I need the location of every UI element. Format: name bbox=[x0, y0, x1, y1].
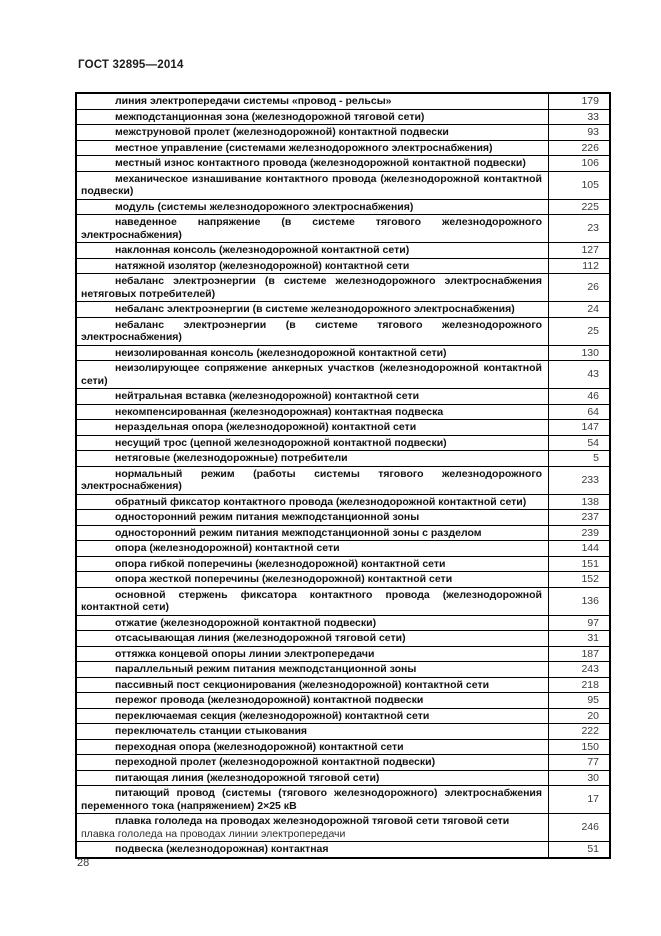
table-row bbox=[76, 572, 610, 588]
term-cell bbox=[76, 361, 549, 389]
page-number-cell: 25 bbox=[549, 317, 611, 345]
term-cell bbox=[76, 258, 549, 274]
page-number-cell: 218 bbox=[549, 677, 611, 693]
term-cell bbox=[76, 435, 549, 451]
page-number-cell: 95 bbox=[549, 693, 611, 709]
table-row bbox=[76, 693, 610, 709]
page-number-cell: 30 bbox=[549, 770, 611, 786]
term-text: переходная опора (железнодорожной) контактной сети bbox=[115, 740, 404, 753]
term-text: питающая линия (железнодорожной тяговой сети) bbox=[115, 771, 380, 784]
term-text: неизолированная консоль (железнодорожной контактной сети) bbox=[115, 346, 447, 359]
page-number-cell: 151 bbox=[549, 556, 611, 572]
term-cell bbox=[76, 466, 549, 494]
term-cell bbox=[76, 451, 549, 467]
table-row bbox=[76, 662, 610, 678]
term-text: подвеска (железнодорожная) контактная bbox=[115, 843, 329, 855]
subterm-text: плавка гололеда на проводах линии электропередачи bbox=[81, 827, 346, 840]
page-number-cell: 226 bbox=[549, 140, 611, 156]
term-cell bbox=[76, 345, 549, 361]
table-row bbox=[76, 109, 610, 125]
page-number-cell: 106 bbox=[549, 156, 611, 172]
page-number-cell: 54 bbox=[549, 435, 611, 451]
page-number-cell: 93 bbox=[549, 125, 611, 141]
table-row bbox=[76, 755, 610, 771]
term-cell bbox=[76, 404, 549, 420]
term-cell bbox=[76, 693, 549, 709]
term-text: наведенное напряжение (в системе тягового железнодорожного электроснабжения) bbox=[81, 216, 542, 241]
term-text: некомпенсированная (железнодорожная) контактная подвеска bbox=[115, 405, 444, 418]
term-cell bbox=[76, 199, 549, 215]
table-row bbox=[76, 199, 610, 215]
table-row bbox=[76, 739, 610, 755]
table-row bbox=[76, 243, 610, 259]
page-number-cell: 152 bbox=[549, 572, 611, 588]
term-cell bbox=[76, 420, 549, 436]
term-text: опора (железнодорожной) контактной сети bbox=[115, 542, 340, 554]
page-number-cell: 31 bbox=[549, 631, 611, 647]
table-row bbox=[76, 556, 610, 572]
page-number-cell: 112 bbox=[549, 258, 611, 274]
page-number-cell: 127 bbox=[549, 243, 611, 259]
table-row bbox=[76, 646, 610, 662]
page-number-cell: 222 bbox=[549, 724, 611, 740]
table-row bbox=[76, 404, 610, 420]
term-text: опора жесткой поперечины (железнодорожной) контактной сети bbox=[115, 573, 453, 585]
page-number-cell: 187 bbox=[549, 646, 611, 662]
term-text: местный износ контактного провода (железнодорожной контактной подвески) bbox=[115, 157, 526, 169]
table-row bbox=[76, 451, 610, 467]
term-text: неизолирующее сопряжение анкерных участков (железнодорожной контактной сети) bbox=[81, 362, 542, 387]
table-row bbox=[76, 215, 610, 243]
page-number-cell: 23 bbox=[549, 215, 611, 243]
term-text: пережог провода (железнодорожной) контактной подвески bbox=[115, 694, 424, 706]
page-number-cell: 64 bbox=[549, 404, 611, 420]
page-number-cell: 33 bbox=[549, 109, 611, 125]
term-cell bbox=[76, 708, 549, 724]
term-text: небаланс электроэнергии (в системе тягового железнодорожного электроснабжения) bbox=[81, 318, 542, 343]
term-cell bbox=[76, 140, 549, 156]
term-text: местное управление (системами железнодорожного электроснабжения) bbox=[115, 141, 493, 154]
term-text: питающий провод (системы (тягового железнодорожного) электроснабжения переменного тока (напряжением) 2×25 кВ bbox=[81, 787, 542, 812]
index-table-body bbox=[76, 93, 610, 858]
term-cell bbox=[76, 302, 549, 318]
term-cell bbox=[76, 274, 549, 302]
page-number-cell: 243 bbox=[549, 662, 611, 678]
term-text: модуль (системы железнодорожного электроснабжения) bbox=[115, 200, 414, 213]
term-cell bbox=[76, 631, 549, 647]
table-row bbox=[76, 317, 610, 345]
term-cell bbox=[76, 109, 549, 125]
term-cell bbox=[76, 724, 549, 740]
page-number-cell: 179 bbox=[549, 93, 611, 109]
term-text: пассивный пост секционирования (железнодорожной) контактной сети bbox=[115, 678, 490, 691]
page-number-cell: 46 bbox=[549, 389, 611, 405]
table-row bbox=[76, 814, 610, 842]
table-row bbox=[76, 631, 610, 647]
page-number-cell: 136 bbox=[549, 587, 611, 615]
term-cell bbox=[76, 770, 549, 786]
term-cell bbox=[76, 525, 549, 541]
page-number-cell: 77 bbox=[549, 755, 611, 771]
term-text: натяжной изолятор (железнодорожной) контактной сети bbox=[115, 259, 410, 272]
term-cell bbox=[76, 739, 549, 755]
table-row bbox=[76, 420, 610, 436]
page-number-cell: 97 bbox=[549, 615, 611, 631]
table-row bbox=[76, 156, 610, 172]
term-text: нераздельная опора (железнодорожной) контактной сети bbox=[115, 421, 417, 433]
term-text: межподстанционная зона (железнодорожной тяговой сети) bbox=[115, 110, 425, 123]
doc-header-title: ГОСТ 32895—2014 bbox=[78, 59, 184, 71]
term-cell bbox=[76, 572, 549, 588]
page-number: 28 bbox=[77, 857, 90, 869]
page-number-cell: 233 bbox=[549, 466, 611, 494]
table-row bbox=[76, 525, 610, 541]
term-cell bbox=[76, 215, 549, 243]
page-number-cell: 237 bbox=[549, 510, 611, 526]
term-text: механическое изнашивание контактного провода (железнодорожной контактной подвески) bbox=[81, 172, 542, 197]
page-number-cell: 24 bbox=[549, 302, 611, 318]
term-cell bbox=[76, 156, 549, 172]
term-cell bbox=[76, 662, 549, 678]
term-text: опора гибкой поперечины (железнодорожной) контактной сети bbox=[115, 557, 446, 570]
term-text: линия электропередачи системы «провод - рельсы» bbox=[115, 95, 392, 107]
table-row bbox=[76, 587, 610, 615]
term-text: несущий трос (цепной железнодорожной контактной подвески) bbox=[115, 436, 447, 449]
term-text: параллельный режим питания межподстанционной зоны bbox=[115, 663, 417, 675]
term-text: односторонний режим питания межподстанционной зоны с разделом bbox=[115, 526, 482, 539]
term-cell bbox=[76, 243, 549, 259]
term-text: переходной пролет (железнодорожной контактной подвески) bbox=[115, 756, 436, 768]
term-text: небаланс электроэнергии (в системе железнодорожного электроснабжения нетяговых потребителей) bbox=[81, 275, 542, 300]
term-text: основной стержень фиксатора контактного провода (железнодорожной контактной сети) bbox=[81, 588, 542, 613]
table-row bbox=[76, 541, 610, 557]
page-number-cell: 225 bbox=[549, 199, 611, 215]
term-cell bbox=[76, 93, 549, 109]
page-number-cell: 43 bbox=[549, 361, 611, 389]
term-text: обратный фиксатор контактного провода (железнодорожной контактной сети) bbox=[115, 495, 527, 508]
page-number-cell: 5 bbox=[549, 451, 611, 467]
table-row bbox=[76, 724, 610, 740]
term-cell bbox=[76, 171, 549, 199]
table-row bbox=[76, 345, 610, 361]
page-number-cell: 20 bbox=[549, 708, 611, 724]
term-text: нормальный режим (работы системы тягового железнодорожного электроснабжения) bbox=[81, 467, 542, 492]
term-cell bbox=[76, 541, 549, 557]
term-text: небаланс электроэнергии (в системе железнодорожного электроснабжения) bbox=[115, 303, 515, 315]
term-cell bbox=[76, 389, 549, 405]
table-row bbox=[76, 361, 610, 389]
table-row bbox=[76, 171, 610, 199]
table-row bbox=[76, 708, 610, 724]
table-row bbox=[76, 389, 610, 405]
page-number-cell: 138 bbox=[549, 494, 611, 510]
term-cell bbox=[76, 814, 549, 842]
term-text: переключатель станции стыкования bbox=[115, 725, 308, 737]
index-table bbox=[75, 92, 611, 859]
term-text: наклонная консоль (железнодорожной контактной сети) bbox=[115, 244, 410, 256]
page-number-cell: 150 bbox=[549, 739, 611, 755]
term-cell bbox=[76, 125, 549, 141]
term-text: отсасывающая линия (железнодорожной тяговой сети) bbox=[115, 632, 406, 644]
table-row bbox=[76, 274, 610, 302]
term-cell bbox=[76, 677, 549, 693]
term-cell bbox=[76, 556, 549, 572]
page-number-cell: 105 bbox=[549, 171, 611, 199]
table-row bbox=[76, 842, 610, 858]
page-number-cell: 144 bbox=[549, 541, 611, 557]
table-row bbox=[76, 435, 610, 451]
term-cell bbox=[76, 755, 549, 771]
term-cell bbox=[76, 317, 549, 345]
term-cell bbox=[76, 587, 549, 615]
term-cell bbox=[76, 842, 549, 858]
page-number-cell: 246 bbox=[549, 814, 611, 842]
term-text: оттяжка концевой опоры линии электропередачи bbox=[115, 647, 375, 660]
table-row bbox=[76, 494, 610, 510]
table-row bbox=[76, 258, 610, 274]
table-row bbox=[76, 125, 610, 141]
page-number-cell: 26 bbox=[549, 274, 611, 302]
term-text: переключаемая секция (железнодорожной) контактной сети bbox=[115, 709, 430, 722]
term-text: плавка гололеда на проводах железнодорожной тяговой сети тяговой сети bbox=[115, 815, 510, 827]
term-text: отжатие (железнодорожной контактной подвески) bbox=[115, 616, 377, 629]
page-number-cell: 130 bbox=[549, 345, 611, 361]
term-text: нейтральная вставка (железнодорожной) контактной сети bbox=[115, 390, 420, 402]
table-row bbox=[76, 140, 610, 156]
page-number-cell: 17 bbox=[549, 786, 611, 814]
term-cell bbox=[76, 615, 549, 631]
term-text: нетяговые (железнодорожные) потребители bbox=[115, 452, 348, 464]
term-cell bbox=[76, 646, 549, 662]
table-row bbox=[76, 510, 610, 526]
page-number-cell: 51 bbox=[549, 842, 611, 858]
table-row bbox=[76, 615, 610, 631]
table-row bbox=[76, 677, 610, 693]
term-cell bbox=[76, 510, 549, 526]
term-text: межструновой пролет (железнодорожной) контактной подвески bbox=[115, 126, 449, 138]
term-text: односторонний режим питания межподстанционной зоны bbox=[115, 511, 420, 523]
table-row bbox=[76, 770, 610, 786]
table-row bbox=[76, 93, 610, 109]
table-row bbox=[76, 302, 610, 318]
page-number-cell: 147 bbox=[549, 420, 611, 436]
term-cell bbox=[76, 786, 549, 814]
page-number-cell: 239 bbox=[549, 525, 611, 541]
table-row bbox=[76, 466, 610, 494]
term-cell bbox=[76, 494, 549, 510]
table-row bbox=[76, 786, 610, 814]
